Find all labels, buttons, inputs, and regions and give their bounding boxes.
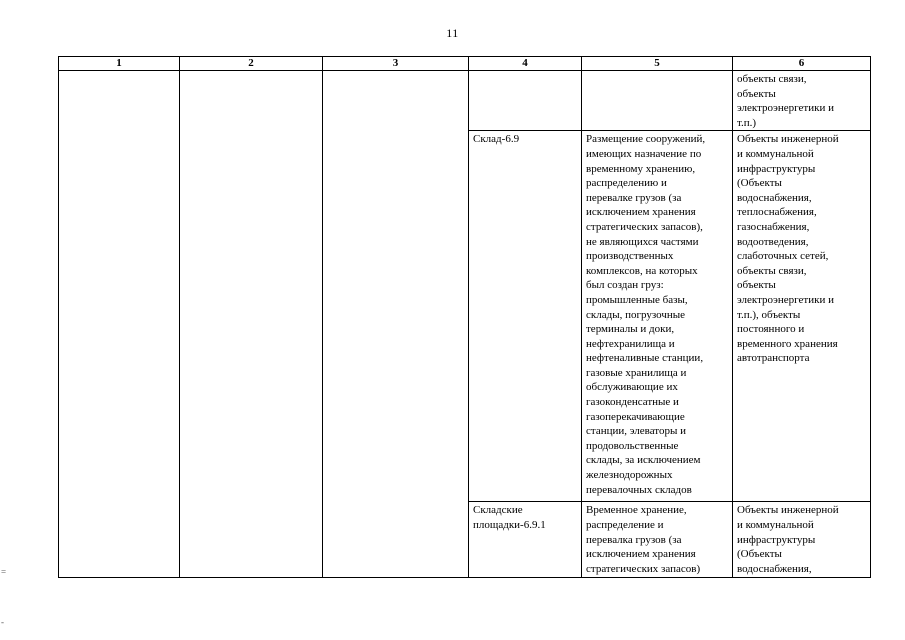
margin-mark: - bbox=[1, 617, 4, 627]
table-cell-col3 bbox=[323, 71, 469, 578]
table-cell-col6: Объекты инженерной и коммунальной инфраструктуры (Объекты водоснабжения, теплоснабжения, газоснабжения, водоотведения, слаботочных сетей, объекты связи, объекты электроэнергетики и т.п.), объекты постоянного и временного хранения автотранспорта bbox=[733, 131, 871, 502]
column-header: 5 bbox=[582, 57, 733, 71]
table-cell-col4: Склад-6.9 bbox=[469, 131, 582, 502]
table-cell-col5: Временное хранение, распределение и перевалка грузов (за исключением хранения стратегических запасов) bbox=[582, 502, 733, 578]
table-header-row bbox=[59, 57, 871, 71]
table-cell-col1 bbox=[59, 71, 180, 578]
zoning-table bbox=[58, 56, 871, 578]
column-header: 4 bbox=[469, 57, 582, 71]
table-cell-col4 bbox=[469, 71, 582, 131]
table-cell-col6: Объекты инженерной и коммунальной инфраструктуры (Объекты водоснабжения, bbox=[733, 502, 871, 578]
table-row bbox=[59, 71, 871, 131]
column-header: 1 bbox=[59, 57, 180, 71]
table-cell-col5: Размещение сооружений, имеющих назначение по временному хранению, распределению и перевалке грузов (за исключением хранения стратегических запасов), не являющихся частями производственных комплексов, на которых был создан груз: промышленные базы, склады, погрузочные терминалы и доки, нефтехранилища и нефтеналивные станции, газовые хранилища и обслуживающие их газоконденсатные и газоперекачивающие станции, элеваторы и продовольственные склады, за исключением железнодорожных перевалочных складов bbox=[582, 131, 733, 502]
table-cell-col2 bbox=[180, 71, 323, 578]
margin-mark: = bbox=[1, 567, 7, 577]
column-header: 3 bbox=[323, 57, 469, 71]
table-cell-col6: объекты связи, объекты электроэнергетики и т.п.) bbox=[733, 71, 871, 131]
page-number: 11 bbox=[446, 26, 459, 40]
table-cell-col4: Складские площадки-6.9.1 bbox=[469, 502, 582, 578]
column-header: 2 bbox=[180, 57, 323, 71]
column-header: 6 bbox=[733, 57, 871, 71]
table-cell-col5 bbox=[582, 71, 733, 131]
